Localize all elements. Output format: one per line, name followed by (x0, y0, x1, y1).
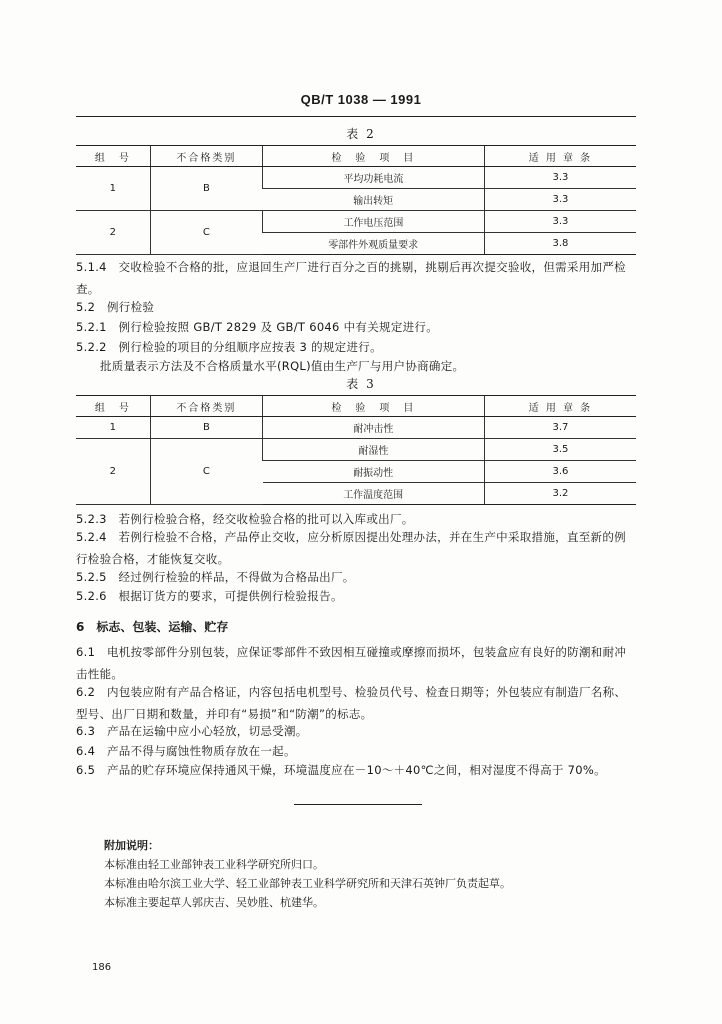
paragraph-6-4: 6.4 产品不得与腐蚀性物质存放在一起。 (76, 744, 296, 758)
notes-line-2: 本标准由哈尔滨工业大学、轻工业部钟表工业科学研究所和天津石英钟厂负责起草。 (104, 877, 511, 890)
paragraph-6-3: 6.3 产品在运输中应小心轻放，切忌受潮。 (76, 724, 308, 738)
table-row (76, 211, 636, 233)
table-cell-clause: 3.8 (484, 233, 636, 255)
paragraph-5-2-6: 5.2.6 根据订货方的要求，可提供例行检验报告。 (76, 589, 343, 603)
header-rule (76, 116, 636, 117)
paragraph-quality-level: 批质量表示方法及不合格质量水平(RQL)值由生产厂与用户协商确定。 (100, 359, 465, 373)
table3 (76, 395, 636, 505)
table-cell-category: B (150, 167, 262, 211)
table-cell-category: C (150, 439, 262, 505)
paragraph-5-2-5: 5.2.5 经过例行检验的样品，不得做为合格品出厂。 (76, 570, 355, 584)
table-cell-clause: 3.6 (484, 461, 636, 483)
table-cell-item: 工作电压范围 (263, 211, 485, 233)
table-cell-group: 2 (76, 211, 150, 255)
table2-header-clause: 适 用 章 条 (484, 146, 636, 167)
table-cell-clause: 3.3 (484, 167, 636, 189)
paragraph-6-2: 6.2 内包装应附有产品合格证，内容包括电机型号、检验员代号、检查日期等；外包装应有制造厂名称、型号、出厂日期和数量，并印有“易损”和“防潮”的标志。 (76, 685, 627, 721)
table-row (76, 439, 636, 461)
table3-header-row (76, 396, 636, 417)
paragraph-5-2-3: 5.2.3 若例行检验合格，经交收检验合格的批可以入库或出厂。 (76, 512, 414, 526)
table-cell-clause: 3.5 (484, 439, 636, 461)
notes-line-3: 本标准主要起草人郭庆吉、吴妙胜、杭建华。 (104, 896, 324, 909)
table-cell-group: 2 (76, 439, 150, 505)
table2-header-row (76, 146, 636, 167)
table2-title: 表 2 (346, 127, 376, 141)
table2-header-group: 组 号 (76, 146, 150, 167)
additional-notes (104, 836, 644, 912)
table-cell-category: B (150, 417, 262, 439)
table-cell-clause: 3.3 (484, 211, 636, 233)
table3-header-category: 不合格类别 (150, 396, 262, 417)
table-row (76, 417, 636, 439)
notes-title: 附加说明： (104, 839, 159, 852)
table-cell-item: 平均功耗电流 (263, 167, 485, 189)
table3-title: 表 3 (346, 377, 376, 391)
table-cell-item: 工作温度范围 (263, 483, 485, 505)
table-cell-item: 输出转矩 (263, 189, 485, 211)
paragraph-5-1-4: 5.1.4 交收检验不合格的批，应退回生产厂进行百分之百的挑剔，挑剔后再次提交验收，但需采用加严检查。 (76, 260, 626, 296)
paragraph-6-1: 6.1 电机按零部件分别包装，应保证零部件不致因相互碰撞或摩擦而损坏，包装盒应有良好的防潮和耐冲击性能。 (76, 645, 627, 681)
notes-line-1: 本标准由轻工业部钟表工业科学研究所归口。 (104, 858, 324, 871)
table3-header-group: 组 号 (76, 396, 150, 417)
table-cell-item: 耐湿性 (263, 439, 485, 461)
end-of-standard-rule (294, 804, 422, 805)
table-cell-item: 零部件外观质量要求 (263, 233, 485, 255)
page-header-standard-code: QB/T 1038 — 1991 (300, 92, 422, 107)
paragraph-6-5: 6.5 产品的贮存环境应保持通风干燥，环境温度应在－10～＋40℃之间，相对湿度不得高于 70%。 (76, 763, 606, 777)
heading-5-2: 5.2 例行检验 (76, 300, 155, 314)
table2-header-category: 不合格类别 (150, 146, 262, 167)
table-cell-category: C (150, 211, 262, 255)
table-cell-item: 耐振动性 (263, 461, 485, 483)
paragraph-5-2-4: 5.2.4 若例行检验不合格，产品停止交收，应分析原因提出处理办法，并在生产中采取措施，直至新的例行检验合格，才能恢复交收。 (76, 530, 626, 566)
table3-header-clause: 适 用 章 条 (484, 396, 636, 417)
table-row (76, 167, 636, 189)
table-cell-group: 1 (76, 417, 150, 439)
section-6-title: 6 标志、包装、运输、贮存 (76, 620, 229, 634)
table-cell-clause: 3.7 (484, 417, 636, 439)
table-cell-group: 1 (76, 167, 150, 211)
table-cell-clause: 3.2 (484, 483, 636, 505)
table2-header-item: 检 验 项 目 (263, 146, 485, 167)
table2 (76, 145, 636, 255)
table3-header-item: 检 验 项 目 (263, 396, 485, 417)
paragraph-5-2-1: 5.2.1 例行检验按照 GB/T 2829 及 GB/T 6046 中有关规定进行。 (76, 320, 439, 334)
table-cell-clause: 3.3 (484, 189, 636, 211)
paragraph-5-2-2: 5.2.2 例行检验的项目的分组顺序应按表 3 的规定进行。 (76, 340, 382, 354)
table-cell-item: 耐冲击性 (263, 417, 485, 439)
page-number: 186 (92, 962, 112, 973)
